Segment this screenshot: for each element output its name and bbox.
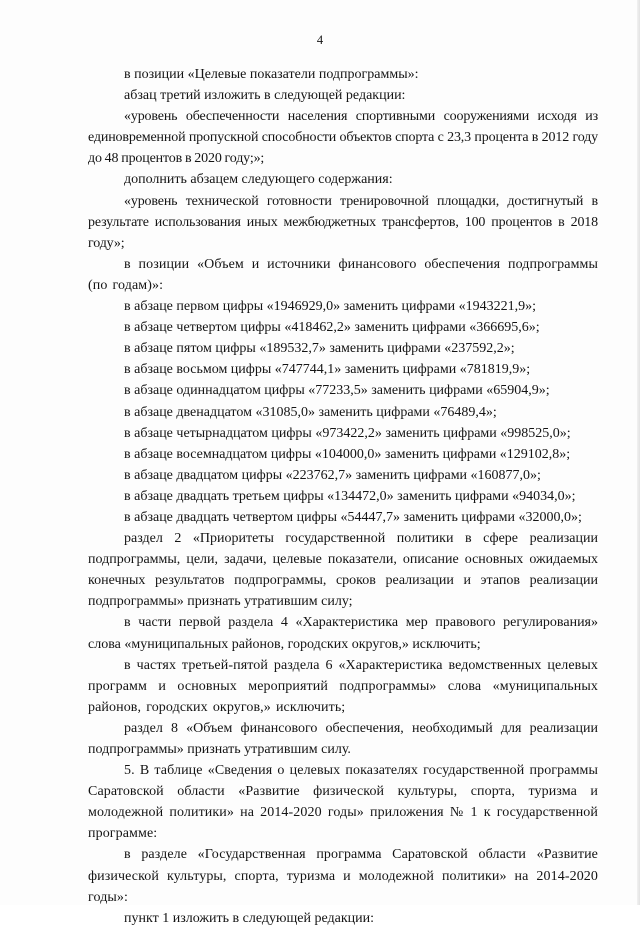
paragraph-15: в абзаце двадцатом цифры «223762,7» заменить цифрами «160877,0»;	[124, 467, 541, 483]
paragraph-11: в абзаце одиннадцатом цифры «77233,5» заменить цифрами «65904,9»;	[124, 383, 550, 399]
page-number: 4	[316, 33, 324, 47]
paragraph-4: дополнить абзацем следующего содержания:	[124, 172, 393, 188]
paragraph-17: в абзаце двадцать четвертом цифры «54447,7» заменить цифрами «32000,0»;	[124, 509, 582, 525]
paragraph-16: в абзаце двадцать третьем цифры «134472,0» заменить цифрами «94034,0»;	[124, 488, 576, 504]
paragraph-7: в абзаце первом цифры «1946929,0» заменить цифрами «1943221,9»;	[124, 299, 536, 315]
paragraph-8: в абзаце четвертом цифры «418462,2» заменить цифрами «366695,6»;	[124, 320, 540, 336]
paragraph-5: «уровень технической готовности тренировочной площадки, достигнутый в результате использования иных межбюджетных трансфертов, 100 процентов в 2018 году»;	[88, 193, 598, 251]
paragraph-23: в разделе «Государственная программа Саратовской области «Развитие физической культуры, спорта, туризма и молодежной политики» на 2014-2020 годы»:	[88, 847, 598, 905]
paragraph-1: в позиции «Целевые показатели подпрограммы»:	[124, 67, 419, 82]
paragraph-10: в абзаце восьмом цифры «747744,1» заменить цифрами «781819,9»;	[124, 362, 531, 378]
paragraph-9: в абзаце пятом цифры «189532,7» заменить цифрами «237592,2»;	[124, 341, 515, 357]
paragraph-14: в абзаце восемнадцатом цифры «104000,0» заменить цифрами «129102,8»;	[124, 446, 571, 462]
paragraph-19: в части первой раздела 4 «Характеристика мер правового регулирования» слова «муниципальных районов, городских округов,» исключить;	[88, 615, 598, 652]
paragraph-20: в частях третьей-пятой раздела 6 «Характеристика ведомственных целевых программ и основных мероприятий подпрограммы» слова «муниципальных районов, городских округов,» исключить;	[88, 657, 598, 715]
paragraph-13: в абзаце четырнадцатом цифры «973422,2» заменить цифрами «998525,0»;	[124, 425, 571, 441]
paragraph-21: раздел 8 «Объем финансового обеспечения, необходимый для реализации подпрограммы» признать утратившим силу.	[88, 720, 598, 757]
paragraph-24: пункт 1 изложить в следующей редакции:	[124, 910, 374, 926]
paragraph-6: в позиции «Объем и источники финансового обеспечения подпрограммы (по годам)»:	[88, 256, 598, 293]
paragraph-12: в абзаце двенадцатом «31085,0» заменить цифрами «76489,4»;	[124, 404, 497, 420]
document-body	[88, 64, 598, 929]
paragraph-2: абзац третий изложить в следующей редакции:	[124, 88, 406, 104]
paragraph-18: раздел 2 «Приоритеты государственной политики в сфере реализации подпрограммы, цели, задачи, целевые показатели, описание основных ожидаемых конечных результатов подпрограммы, сроков реализации и этапов реализации подпрограммы» признать утратившим силу;	[88, 531, 598, 610]
paragraph-3: «уровень обеспеченности населения спортивными сооружениями исходя из единовременной пропускной способности объектов спорта с 23,3 процента в 2012 году до 48 процентов в 2020 году;»;	[88, 109, 598, 167]
paragraph-22: 5. В таблице «Сведения о целевых показателях государственной программы Саратовской области «Развитие физической культуры, спорта, туризма и молодежной политики» на 2014-2020 годы» приложения № 1 к государственной программе:	[88, 763, 598, 842]
